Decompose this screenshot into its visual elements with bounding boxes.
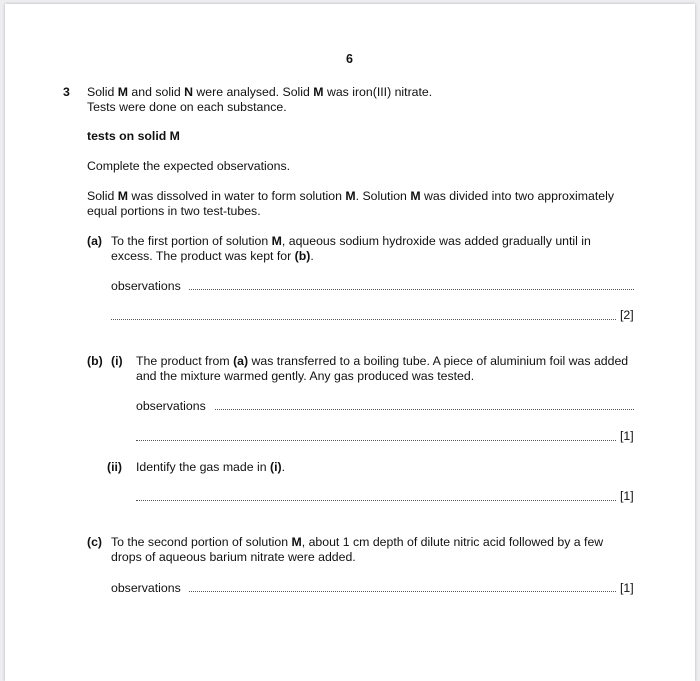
part-b-i-marks: [1] <box>620 429 634 443</box>
part-a-line1 <box>111 233 591 249</box>
part-a-line2 <box>111 248 314 264</box>
part-b-ii-marks: [1] <box>620 489 634 503</box>
text-run: excess. The product was kept for <box>111 249 295 263</box>
text-run: Identify the gas made in <box>136 460 270 474</box>
text-run: The product from <box>136 354 234 368</box>
part-c-label: (c) <box>87 535 103 549</box>
part-c-marks: [1] <box>620 581 634 595</box>
bold-ref-b: (b) <box>294 249 311 263</box>
text-run: Solid <box>87 189 118 203</box>
part-a-answer-line-2[interactable] <box>111 319 616 320</box>
part-b-label: (b) <box>87 354 103 368</box>
part-b-ii-text <box>136 459 285 475</box>
text-run: was iron(III) nitrate. <box>323 85 433 99</box>
text-run: was dissolved in water to form solution <box>128 189 346 203</box>
text-run: , aqueous sodium hydroxide was added gradually until in <box>281 234 591 248</box>
bold-m: M <box>313 85 324 99</box>
bold-m: M <box>410 189 421 203</box>
question-intro-line1 <box>87 84 432 100</box>
text-run: . <box>310 249 314 263</box>
bold-m: M <box>271 234 282 248</box>
part-b-ii-answer-line[interactable] <box>136 500 616 501</box>
part-b-ii-label: (ii) <box>107 460 123 474</box>
instruction: Complete the expected observations. <box>87 159 291 173</box>
text-run: and solid <box>128 85 185 99</box>
page-number: 6 <box>346 52 353 66</box>
part-b-i-label: (i) <box>111 354 123 368</box>
text-run: . Solution <box>355 189 411 203</box>
setup-line1 <box>87 188 614 204</box>
part-a-answer-line-1[interactable] <box>189 289 634 290</box>
text-run: Solid <box>87 85 118 99</box>
text-run: was divided into two approximately <box>420 189 614 203</box>
bold-n: N <box>184 85 193 99</box>
part-b-i-observations-label: observations <box>136 399 206 413</box>
part-a-observations-label: observations <box>111 279 181 293</box>
part-b-i-answer-line-2[interactable] <box>136 440 616 441</box>
part-b-i-line1 <box>136 353 628 369</box>
text-run: To the second portion of solution <box>111 535 292 549</box>
text-run: To the first portion of solution <box>111 234 272 248</box>
part-c-answer-line[interactable] <box>189 591 616 592</box>
text-run: , about 1 cm depth of dilute nitric acid followed by a few <box>301 535 604 549</box>
setup-line2: equal portions in two test-tubes. <box>87 204 261 218</box>
section-heading: tests on solid M <box>87 129 180 143</box>
bold-m: M <box>291 535 302 549</box>
part-b-i-line2: and the mixture warmed gently. Any gas produced was tested. <box>136 369 475 383</box>
bold-m: M <box>117 189 129 203</box>
exam-page <box>5 4 695 681</box>
bold-ref-i: (i) <box>269 460 282 474</box>
text-run: was transferred to a boiling tube. A piece of aluminium foil was added <box>248 354 629 368</box>
part-b-i-answer-line-1[interactable] <box>215 409 634 410</box>
bold-m: M <box>345 189 356 203</box>
part-a-label: (a) <box>87 234 103 248</box>
text-run: . <box>281 460 286 474</box>
part-a-marks: [2] <box>620 308 634 322</box>
part-c-observations-label: observations <box>111 581 181 595</box>
text-run: were analysed. Solid <box>192 85 314 99</box>
question-number: 3 <box>63 85 70 99</box>
question-intro-line2: Tests were done on each substance. <box>87 100 287 114</box>
part-c-line2: drops of aqueous barium nitrate were added. <box>111 550 356 564</box>
bold-m: M <box>117 85 129 99</box>
part-c-line1 <box>111 534 603 550</box>
bold-ref-a: (a) <box>233 354 249 368</box>
